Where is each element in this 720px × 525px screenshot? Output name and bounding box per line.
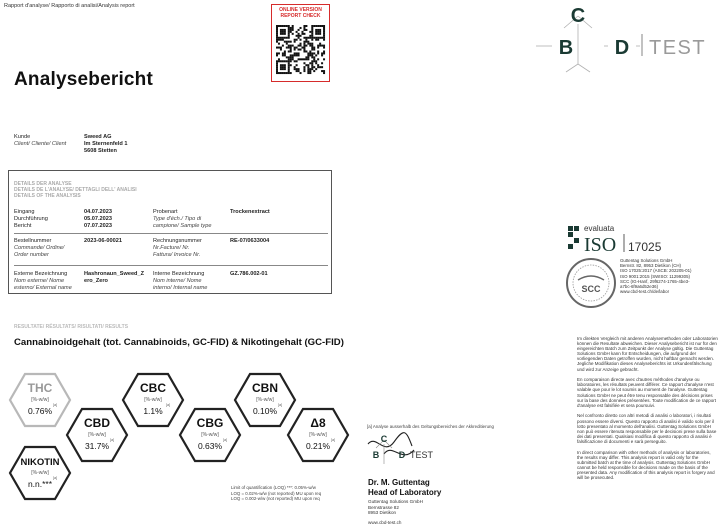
accreditation-details bbox=[620, 258, 692, 294]
hex-unit: [%-w/w] bbox=[201, 432, 219, 438]
report-date: 07.07.2023 bbox=[84, 223, 112, 229]
internal-name-value: GZ.786.002-01 bbox=[230, 271, 268, 277]
signatory-name: Dr. M. Guttentag bbox=[368, 478, 430, 487]
stamp-letter-b: B bbox=[372, 450, 380, 460]
acc-line: ISO 9001:2015 (SWISO: 11299305) bbox=[620, 273, 690, 279]
sample-type-label-main: Probenart bbox=[153, 209, 178, 215]
hex-note: [a] bbox=[110, 438, 115, 442]
external-name-label-main: Externe Bezeichnung bbox=[14, 271, 68, 277]
qr-label-line-1: ONLINE VERSION bbox=[279, 7, 322, 13]
hex-unit: [%-w/w] bbox=[256, 397, 274, 403]
hex-note: [a] bbox=[53, 476, 58, 480]
iso-text: ISO bbox=[584, 234, 617, 256]
order-value: 2023-06-00021 bbox=[84, 238, 122, 244]
accreditation-note: [a] Analyse ausserhalb des Geltungsbereiches der Akkreditierung bbox=[367, 424, 494, 429]
hex-4 bbox=[180, 409, 240, 461]
hex-note: [a] bbox=[53, 403, 58, 407]
iso-number-text: 17025 bbox=[628, 240, 662, 254]
disclaimer-it: Nel confronto diretto con altri metodi di analisi o laboratori, i risultati possono essere diversi. Questo rapporto di analisi è valido solo per il lotto presentato al momento dell'analisi. Guttentag Solutions GmbH non può essere ritenuta responsabile per le decisioni prese sulla base dei dati presentati. Qualsiasi modifica di questo rapporto di analisi è falsificazione di documenti e sarà perseguito. bbox=[577, 413, 717, 444]
external-name-value-2: ero_Zero bbox=[84, 278, 108, 284]
stamp-word-test: TEST bbox=[410, 450, 434, 460]
performed-date: 05.07.2023 bbox=[84, 216, 112, 222]
cannabinoid-heading: Cannabinoidgehalt (tot. Cannabinoids, GC-FID) & Nikotingehalt (GC-FID) bbox=[14, 337, 344, 348]
disclaimer-column bbox=[577, 336, 718, 486]
hex-value: 0.63% bbox=[197, 441, 223, 451]
acc-line: SCC (IG-Hanf, 29f6274-1765-4be3- bbox=[620, 278, 690, 284]
hex-3 bbox=[123, 374, 183, 426]
sample-type-label bbox=[153, 209, 211, 230]
disclaimer-en: In direct comparison with other methods of analysis or laboratories, the results may differ. This analysis report is valid only for the submitted batch at the time of analysis. Guttentag Solutions GmbH cannot be held responsible for decisions made on the basis of the presented data. Any modification of this analysis report is forgery and will be prosecuted. bbox=[577, 449, 715, 481]
acc-line: a7bc-6f9a6d52e36) bbox=[620, 284, 659, 290]
lab-company: Guttentag Solutions GmbH bbox=[368, 499, 423, 504]
internal-name-sub-2: interno/ Internal name bbox=[153, 285, 208, 291]
hex-value: 0.10% bbox=[252, 406, 278, 416]
customer-label-1: Kunde bbox=[14, 134, 31, 140]
details-divider bbox=[14, 233, 328, 234]
loq-notes bbox=[231, 485, 321, 502]
logo-word-test: TEST bbox=[649, 37, 707, 59]
hex-unit: [%-w/w] bbox=[31, 397, 49, 403]
details-title-1: DETAILS DER ANALYSE bbox=[14, 181, 72, 187]
hex-unit: [%-w/w] bbox=[144, 397, 162, 403]
scc-badge-icon bbox=[564, 256, 618, 310]
customer-city: 5608 Stetten bbox=[84, 148, 117, 154]
qr-code-icon[interactable] bbox=[276, 25, 325, 74]
hex-note: [a] bbox=[278, 403, 283, 407]
external-name-value-1: Hashronaun_Sweed_Z bbox=[84, 271, 144, 277]
invoice-sub-1: Nr.Facture/ Nr. bbox=[153, 245, 190, 251]
loq-line-1: Limit of quantification (LOQ) ***: 0.05%-w/w bbox=[231, 485, 316, 490]
iso-evaluata-text: evaluata bbox=[584, 224, 615, 233]
hex-unit: [%-w/w] bbox=[31, 470, 49, 476]
acc-line: Guttentag Solutions GmbH bbox=[620, 258, 673, 263]
signature-stamp-logo bbox=[362, 424, 482, 476]
signatory-role: Head of Laboratory bbox=[368, 488, 442, 497]
details-title-2: DETAILS DE L'ANALYSE/ DETTAGLI DELL' ANALISI bbox=[14, 187, 137, 193]
loq-line-2: LOQ = 0.02%-w/w (not reported) MU upon req bbox=[231, 490, 322, 496]
hex-name: CBD bbox=[84, 416, 110, 430]
hex-name: Δ8 bbox=[310, 416, 326, 430]
acc-line: Bernstr. 82, 8953 Dietikon (CH) bbox=[620, 263, 682, 269]
performed-label: Durchführung bbox=[14, 216, 48, 222]
hex-value: 1.1% bbox=[143, 406, 163, 416]
hex-7 bbox=[10, 447, 70, 499]
order-label bbox=[14, 238, 64, 259]
logo-letter-c: C bbox=[570, 5, 586, 27]
order-label-main: Bestellnummer bbox=[14, 238, 52, 244]
stamp-letter-d: D bbox=[398, 450, 406, 460]
invoice-value: RE-07/0633004 bbox=[230, 238, 270, 244]
internal-name-sub-1: Nom interne/ Nome bbox=[153, 278, 202, 284]
qr-label bbox=[271, 7, 330, 19]
received-date: 04.07.2023 bbox=[84, 209, 112, 215]
external-name-sub-1: Nom externe/ Nome bbox=[14, 278, 65, 284]
report-type-line: Rapport d'analyse/ Rapporto di analisi/Analysis report bbox=[4, 3, 135, 9]
cbd-test-logo bbox=[536, 2, 716, 76]
order-sub-2: Order number bbox=[14, 252, 49, 258]
hex-1 bbox=[10, 374, 70, 426]
customer-label-2: Client/ Cliente/ Client bbox=[14, 141, 67, 147]
external-name-value bbox=[84, 271, 144, 285]
customer-label bbox=[14, 134, 66, 148]
dates-labels bbox=[14, 209, 48, 230]
details-title bbox=[14, 181, 137, 199]
lab-address bbox=[368, 499, 423, 525]
logo-letter-b: B bbox=[558, 37, 574, 59]
order-sub-1: Commande/ Ordine/ bbox=[14, 245, 65, 251]
customer-address bbox=[84, 134, 128, 155]
customer-name: Sweed AG bbox=[84, 134, 112, 140]
sample-type-sub-2: campione/ Sample type bbox=[153, 223, 212, 229]
signatory bbox=[368, 478, 441, 498]
hex-unit: [%-w/w] bbox=[309, 432, 327, 438]
lab-street: Bernstrasse 82 bbox=[368, 504, 399, 510]
details-title-3: DETAILS OF THE ANALYSIS bbox=[14, 193, 81, 199]
page-title: Analysebericht bbox=[14, 69, 154, 90]
hex-name: THC bbox=[27, 381, 53, 395]
hex-note: [a] bbox=[166, 403, 171, 407]
internal-name-label-main: Interne Bezeichnung bbox=[153, 271, 205, 277]
iso-17025-badge bbox=[566, 222, 706, 254]
hex-note: [a] bbox=[223, 438, 228, 442]
received-label: Eingang bbox=[14, 209, 35, 215]
invoice-sub-2: Fattura/ Invoice Nr. bbox=[153, 252, 201, 258]
customer-street: Im Sternenfeld 1 bbox=[84, 141, 128, 147]
sample-type-value: Trockenextract bbox=[230, 209, 270, 215]
hex-name: CBG bbox=[196, 416, 224, 430]
hex-unit: [%-w/w] bbox=[88, 432, 106, 438]
scc-badge-text: SCC bbox=[581, 284, 601, 294]
loq-line-3: LOQ = 0.002-w/w (not reported) MU upon req bbox=[231, 496, 320, 502]
external-name-sub-2: esterno/ External name bbox=[14, 285, 72, 291]
lab-website-link[interactable]: www.cbd-test.ch bbox=[368, 519, 402, 525]
hex-name: NIKOTIN bbox=[20, 457, 60, 468]
qr-label-line-2: REPORT CHECK bbox=[280, 13, 321, 19]
hex-value: 0.76% bbox=[27, 406, 53, 416]
results-title: RESULTATE/ RÉSULTATS/ RISULTATI/ RESULTS bbox=[14, 324, 129, 330]
logo-letter-d: D bbox=[614, 37, 630, 59]
hex-value: n.n.*** bbox=[27, 479, 53, 489]
hex-name: CBC bbox=[140, 381, 166, 395]
dates-values bbox=[84, 209, 112, 230]
stamp-letter-c: C bbox=[380, 434, 388, 444]
acc-line: ISO 17025:2017 (ASCB: 202205-01) bbox=[620, 268, 692, 274]
sample-type-sub-1: Type d'éch./ Tipo di bbox=[153, 216, 202, 222]
hex-6 bbox=[288, 409, 348, 461]
hex-value: 0.21% bbox=[305, 441, 331, 451]
internal-name-label bbox=[153, 271, 207, 292]
hex-2 bbox=[67, 409, 127, 461]
lab-city: 8953 Dietikon bbox=[368, 510, 397, 516]
disclaimer-de: Im direkten Vergleich mit anderen Analysemethoden oder Laboratorien können die Resultate abweichen. Dieser Analysebericht ist nur für den eingereichten Batch zum Zeitpunkt der Analyse gültig. Die Guttentag Solutions GmbH kann für Entscheidungen, die aufgrund der vorliegenden Daten getroffen wurden, nicht haftbar gemacht werden. Jegliche Modifikation dieses Analyseberichts ist Urkundenfälschung und wird zur Anzeige gebracht. bbox=[577, 336, 718, 372]
invoice-label-main: Rechnungsnummer bbox=[153, 238, 202, 244]
hex-value: 31.7% bbox=[84, 441, 110, 451]
hex-name: CBN bbox=[252, 381, 278, 395]
acc-link[interactable]: www.cbd-test.ch/de/labor bbox=[620, 289, 670, 295]
hex-5 bbox=[235, 374, 295, 426]
invoice-label bbox=[153, 238, 202, 259]
hex-note: [a] bbox=[331, 438, 336, 442]
report-label: Bericht bbox=[14, 223, 32, 229]
details-divider bbox=[14, 265, 328, 266]
disclaimer-fr: En comparaison directe avec d'autres méthodes d'analyse ou laboratoires, les résultats peuvent différer. Ce rapport d'analyse n'est valable que pour le lot soumis au moment de l'analyse. Guttentag Solutions GmbH ne peut être tenu responsable des décisions prises sur la base des données présentées. Toute modification de ce rapport d'analyse est falsifiée et sera poursuivi. bbox=[577, 377, 717, 408]
external-name-label bbox=[14, 271, 72, 292]
